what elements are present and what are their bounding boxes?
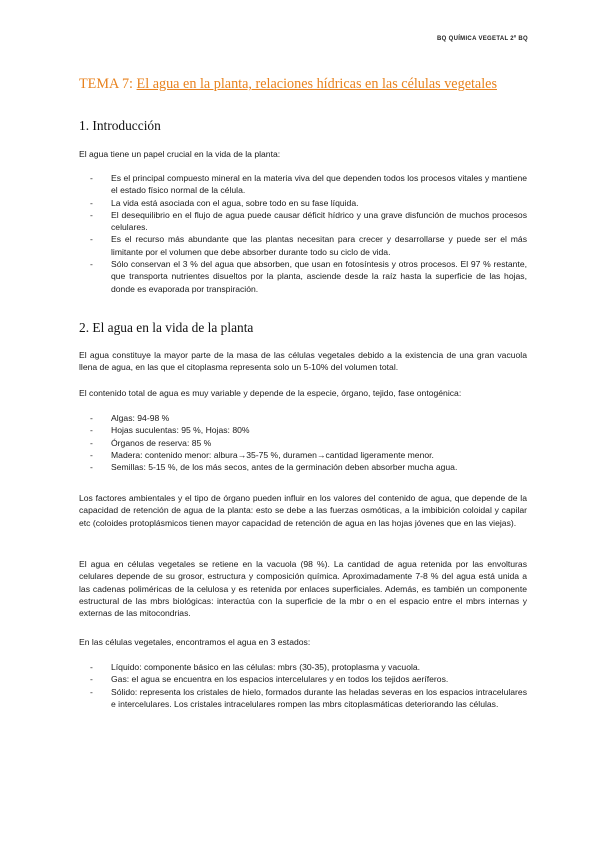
paragraph: Los factores ambientales y el tipo de órgano pueden influir en los valores del contenido de agua, que depende de la capacidad de retención de agua de la planta: esto se debe a las fuerzas osmóticas, a la imbibición coloidal y capilar etc (coloides protoplásmicos tienen mayor capacidad de retención de agua en las hojas jóvenes que en las viejas).: [79, 493, 527, 528]
list-item: - Hojas suculentas: 95 %, Hojas: 80%: [79, 424, 527, 436]
list-item: - La vida está asociada con el agua, sobre todo en su fase líquida.: [79, 197, 527, 209]
paragraph-2: [79, 387, 527, 399]
water-content-list: [79, 412, 527, 473]
paragraph: El contenido total de agua es muy variable y depende de la especie, órgano, tejido, fase ontogénica:: [79, 388, 462, 398]
section-1-heading: 1. Introducción: [79, 118, 161, 133]
paragraph-5: [79, 636, 527, 648]
page-title: [79, 76, 539, 93]
intro-paragraph: El agua tiene un papel crucial en la vida de la planta:: [79, 149, 281, 159]
section-heading-2: [79, 320, 527, 336]
paragraph-3: [79, 492, 527, 529]
list-item: - Semillas: 5-15 %, de los más secos, antes de la germinación deben absorber mucha agua.: [79, 461, 527, 473]
paragraph: El agua constituye la mayor parte de la masa de las células vegetales debido a la existencia de una gran vacuola llena de agua, en las que el citoplasma representa solo un 5-10% del volumen total.: [79, 350, 527, 373]
header-tag: BQ QUÍMICA VEGETAL 2º BQ: [437, 36, 528, 42]
list-item: - Gas: el agua se encuentra en los espacios intercelulares y en todos los tejidos aeríferos.: [79, 673, 527, 685]
paragraph: El agua en células vegetales se retiene en la vacuola (98 %). La cantidad de agua retenida por las envolturas celulares depende de su grosor, estructura y composición química. Aproximadamente 7-8 % del agua está unida a las cadenas poliméricas de la celulosa y es retenida por enlaces superficiales. Además, es también un componente estructural de las mbrs biológicas: interactúa con la superficie de la mbr o en el espacio entre el mbrs internas y externas de las mitocondrias.: [79, 559, 527, 619]
section-2-heading: 2. El agua en la vida de la planta: [79, 320, 254, 335]
paragraph: En las células vegetales, encontramos el agua en 3 estados:: [79, 637, 311, 647]
title-text: El agua en la planta, relaciones hídricas en las células vegetales: [136, 76, 497, 92]
list-item: - Madera: contenido menor: albura→35-75 %, duramen→cantidad ligeramente menor.: [79, 449, 527, 461]
list-item: - Es el recurso más abundante que las plantas necesitan para crecer y desarrollarse y puede ser el más limitante por el volumen que debe absorber durante todo su ciclo de vida.: [79, 233, 527, 258]
list-item: - Sólido: representa los cristales de hielo, formados durante las heladas severas en los espacios intracelulares e intercelulares. Los cristales intracelulares rompen las mbrs citoplasmáticas deteriorando las células.: [79, 686, 527, 711]
paragraph-4: [79, 558, 527, 619]
title-prefix: TEMA 7:: [79, 76, 133, 92]
list-item: - Sólo conservan el 3 % del agua que absorben, que usan en fotosíntesis y otros procesos. El 97 % restante, que transporta nutrientes disueltos por la planta, asciende desde la raíz hasta la superficie de las hojas, donde es evaporada por transpiración.: [79, 258, 527, 295]
list-item: - Líquido: componente básico en las células: mbrs (30-35), protoplasma y vacuola.: [79, 661, 527, 673]
paragraph-1: [79, 349, 527, 374]
list-item: - Órganos de reserva: 85 %: [79, 437, 527, 449]
section-heading-1: [79, 118, 527, 134]
water-states-list: [79, 661, 527, 710]
list-item: - Algas: 94-98 %: [79, 412, 527, 424]
section-1-intro: [79, 148, 527, 160]
section-1-list: [79, 172, 527, 295]
list-item: - Es el principal compuesto mineral en la materia viva del que dependen todos los procesos vitales y mantiene el estado físico normal de la célula.: [79, 172, 527, 197]
list-item: - El desequilibrio en el flujo de agua puede causar déficit hídrico y una grave disfunción de muchos procesos celulares.: [79, 209, 527, 234]
